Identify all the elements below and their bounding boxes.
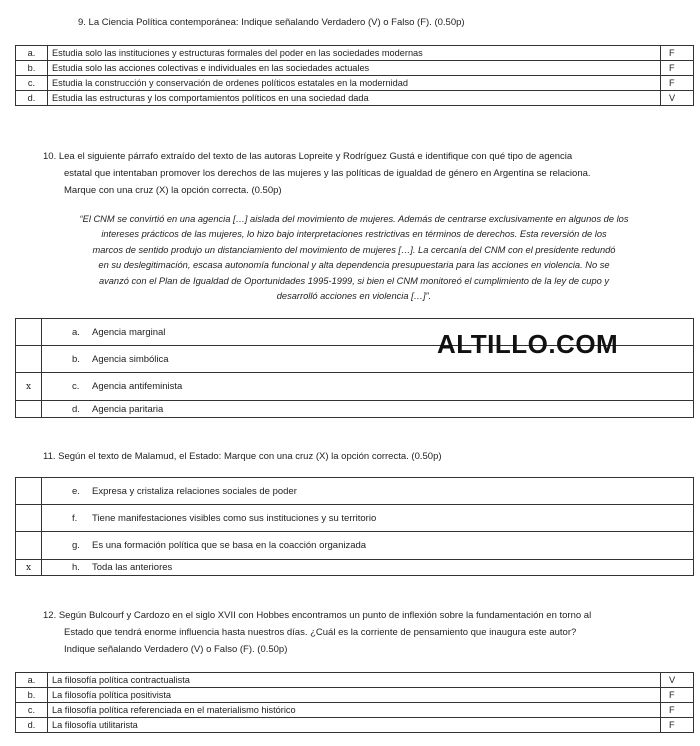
table-row	[16, 478, 694, 505]
quote-line: intereses prácticos de las mujeres, lo hizo bajo interpretaciones restrictivas en términos de derechos. Esta reversión de los	[101, 229, 607, 240]
answer-cell[interactable]: F	[661, 718, 694, 733]
option-letter: a.	[16, 673, 48, 688]
option-text: Es una formación política que se basa en la coacción organizada	[92, 540, 367, 551]
option-text: La filosofía política positivista	[48, 688, 661, 703]
table-row	[16, 718, 694, 733]
option-letter: h.	[72, 562, 80, 573]
option-cell	[42, 560, 694, 576]
table-row	[16, 532, 694, 560]
table-row	[16, 560, 694, 576]
watermark-text: ALTILLO.COM	[437, 329, 619, 359]
quote-line: desarrolló acciones en violencia […]”.	[276, 291, 432, 302]
option-letter: g.	[72, 540, 80, 551]
option-text: Toda las anteriores	[92, 562, 173, 573]
option-letter: b.	[16, 688, 48, 703]
answer-cell[interactable]: F	[661, 76, 694, 91]
option-letter: e.	[72, 485, 80, 497]
option-letter: f.	[72, 512, 78, 524]
mark-cell[interactable]	[16, 478, 42, 505]
option-letter: c.	[16, 703, 48, 718]
table-row	[16, 91, 694, 106]
option-letter: d.	[16, 718, 48, 733]
option-text: Estudia la construcción y conservación de ordenes políticos estatales en la modernidad	[48, 76, 661, 91]
table-row	[16, 46, 694, 61]
option-letter: d.	[72, 403, 80, 415]
option-cell	[42, 373, 694, 401]
mark-cell[interactable]	[16, 505, 42, 532]
option-text: Estudia solo las acciones colectivas e individuales en las sociedades actuales	[48, 61, 661, 76]
question-9-text: 9. La Ciencia Política contemporánea: Indique señalando Verdadero (V) o Falso (F). (0.50p)	[78, 17, 465, 28]
table-row	[16, 373, 694, 401]
option-text: Estudia las estructuras y los comportamientos políticos en una sociedad dada	[48, 91, 661, 106]
mark-cell[interactable]: x	[16, 373, 42, 401]
table-row	[16, 688, 694, 703]
option-text: Tiene manifestaciones visibles como sus instituciones y su territorio	[92, 512, 377, 524]
option-cell	[42, 532, 694, 560]
option-letter: a.	[72, 326, 80, 338]
option-text: Agencia antifeminista	[92, 381, 183, 392]
question-12-line-2: Estado que tendrá enorme influencia hasta nuestros días. ¿Cuál es la corriente de pensamiento que inaugura este autor?	[64, 627, 577, 638]
option-text: Agencia simbólica	[92, 353, 169, 365]
quote-line: avanzó con el Plan de Igualdad de Oportunidades 1995-1999, si bien el CNM monitoreó el cumplimiento de la ley de cupo y	[98, 275, 610, 286]
option-text: Agencia paritaria	[92, 403, 164, 415]
option-cell	[42, 401, 694, 418]
answer-cell[interactable]: F	[661, 703, 694, 718]
option-text: La filosofía utilitarista	[48, 718, 661, 733]
option-text: Agencia marginal	[92, 326, 166, 338]
answer-cell[interactable]: F	[661, 46, 694, 61]
table-row	[16, 703, 694, 718]
quote-line: en su deslegitimación, escasa autonomía funcional y alta dependencia presupuestaria para las acciones en violencia. No se	[98, 260, 610, 271]
answer-cell[interactable]: V	[661, 673, 694, 688]
quoted-paragraph	[20, 212, 688, 304]
question-10-line-3: Marque con una cruz (X) la opción correcta. (0.50p)	[64, 185, 282, 196]
table-row	[16, 505, 694, 532]
option-cell	[42, 478, 694, 505]
question-12-table	[15, 672, 694, 733]
question-11-text: 11. Según el texto de Malamud, el Estado: Marque con una cruz (X) la opción correcta. (0.50p)	[43, 451, 442, 462]
quote-line: “El CNM se convirtió en una agencia […] aislada del movimiento de mujeres. Además de centrarse exclusivamente en algunos de los	[79, 214, 629, 224]
option-text: Estudia solo las instituciones y estructuras formales del poder en las sociedades modernas	[48, 46, 661, 61]
option-letter: d.	[16, 91, 48, 106]
table-row	[16, 673, 694, 688]
table-row	[16, 76, 694, 91]
option-letter: c.	[72, 381, 80, 392]
question-9-table	[15, 45, 694, 106]
question-11-table	[15, 477, 694, 576]
question-12-line-1: 12. Según Bulcourf y Cardozo en el siglo XVII con Hobbes encontramos un punto de inflexión sobre la fundamentación en torno al	[43, 610, 592, 621]
quote-line: marcos de sentido produjo un distanciamiento del movimiento de mujeres […]. La cercanía del CNM con el presidente redundó	[92, 244, 616, 255]
answer-cell[interactable]: V	[661, 91, 694, 106]
question-10-line-1: 10. Lea el siguiente párrafo extraído del texto de las autoras Lopreite y Rodríguez Gustá e identifique con qué tipo de agencia	[43, 151, 573, 162]
option-text: La filosofía política contractualista	[48, 673, 661, 688]
mark-cell[interactable]: x	[16, 560, 42, 576]
mark-cell[interactable]	[16, 319, 42, 346]
question-12-line-3: Indique señalando Verdadero (V) o Falso (F). (0.50p)	[64, 644, 288, 655]
option-text: La filosofía política referenciada en el materialismo histórico	[48, 703, 661, 718]
question-10-line-2: estatal que intentaban promover los derechos de las mujeres y las políticas de igualdad de género en Argentina se relaciona.	[64, 168, 591, 179]
option-letter: c.	[16, 76, 48, 91]
table-row	[16, 401, 694, 418]
answer-cell[interactable]: F	[661, 688, 694, 703]
option-letter: b.	[72, 353, 80, 365]
answer-cell[interactable]: F	[661, 61, 694, 76]
mark-cell[interactable]	[16, 532, 42, 560]
option-text: Expresa y cristaliza relaciones sociales de poder	[92, 485, 297, 497]
option-cell	[42, 505, 694, 532]
option-letter: b.	[16, 61, 48, 76]
mark-cell[interactable]	[16, 401, 42, 418]
mark-cell[interactable]	[16, 346, 42, 373]
option-letter: a.	[16, 46, 48, 61]
table-row	[16, 61, 694, 76]
